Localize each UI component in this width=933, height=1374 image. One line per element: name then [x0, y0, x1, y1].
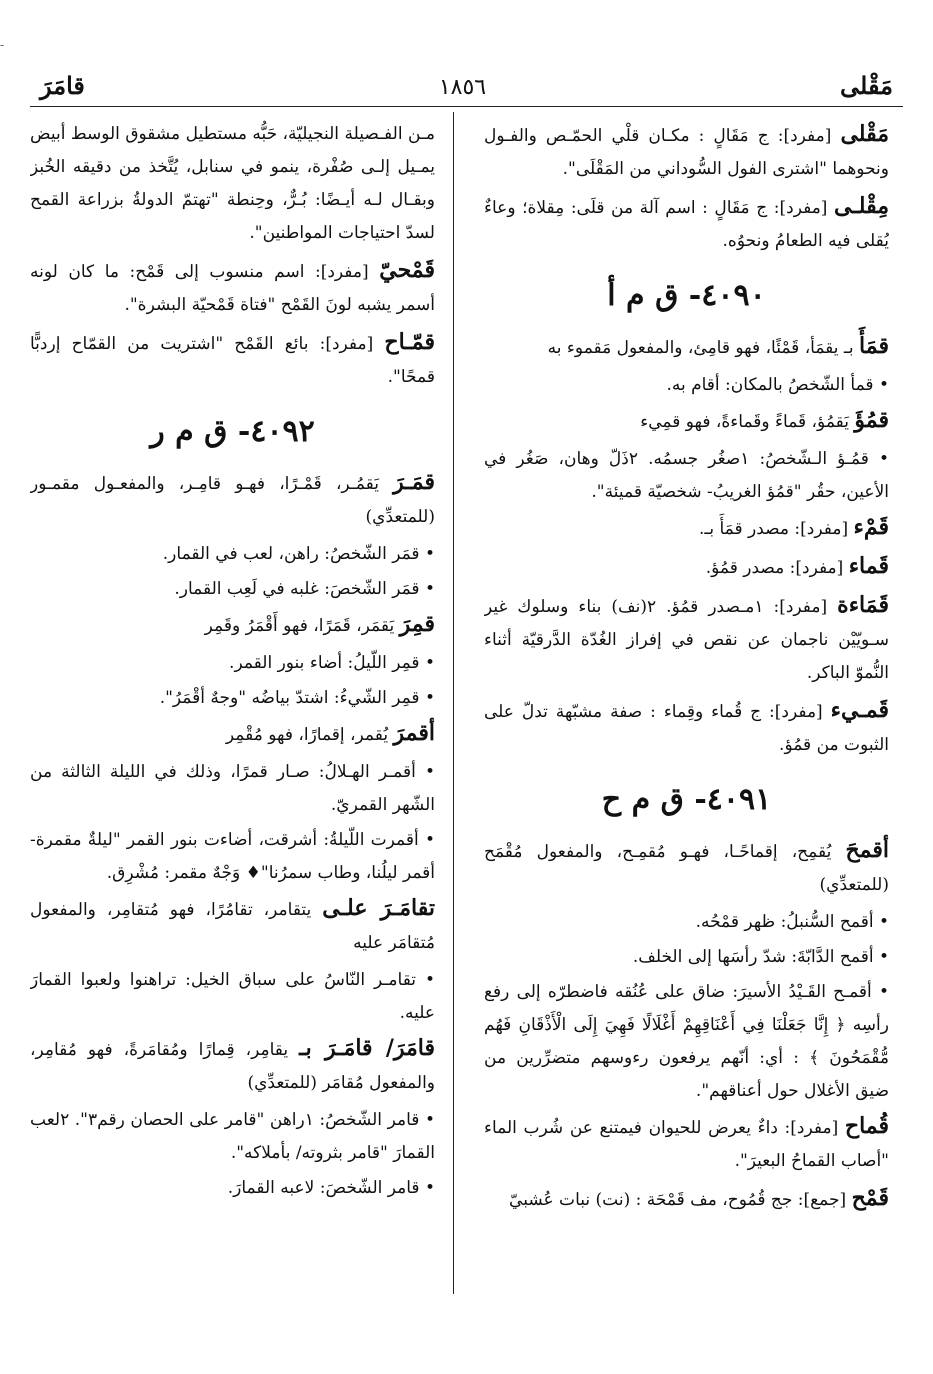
headword: قُماح	[844, 1113, 889, 1139]
dictionary-entry	[484, 118, 889, 186]
dictionary-entry	[484, 694, 889, 762]
sense-line: • قمِر الشّيءُ: اشتدّ بياضُه "وجهٌ أقْمَرُ".	[30, 682, 435, 715]
header-rule	[30, 106, 903, 107]
entry-definition: [مفرد]: داءٌ يعرض للحيوان فيمتنع عن شُرب الماء "أصاب القماحُ البعيرَ".	[484, 1118, 889, 1171]
root-heading: ٤٠٩١- ق م ح	[601, 782, 772, 817]
dictionary-entry	[30, 254, 435, 322]
right-column	[484, 118, 889, 1314]
dictionary-entry	[484, 190, 889, 258]
sense-line: • قمأ الشّخصُ بالمكان: أقام به.	[484, 369, 889, 402]
sense-line: • قمَر الشّخصَ: غلبه في لَعِب القمار.	[30, 573, 435, 606]
entry-definition: يتقامر، تقامُرًا، فهو مُتقامِر، والمفعول مُتقامَر عليه	[30, 900, 435, 953]
headword: تقامَـرَ علـى	[322, 895, 435, 921]
headword: مَقْلى	[840, 121, 889, 147]
dictionary-entry	[30, 717, 435, 752]
header-right-word: مَقْلى	[840, 71, 893, 100]
entry-definition: بـ يقمَأ، قَمْئًا، فهو قامِئ، والمفعول مَقموء به	[547, 338, 854, 358]
entry-definition: يُقمِح، إقماحًـا، فهـو مُقمِـح، والمفعول مُقْمَح (للمتعدِّي)	[484, 842, 889, 895]
root-heading: ٤٠٩٢- ق م ر	[150, 414, 315, 449]
entry-definition: يَقمُـر، قَمْـرًا، فهـو قامِـر، والمفعـول مقمـور (للمتعدِّي)	[30, 474, 435, 527]
headword: قَماء	[848, 553, 889, 579]
headword: قَمْحيّ	[379, 257, 435, 283]
entry-definition: [جمع]: جج قُمُوح، مف قَمْحَة : (نت) نبات عُشبيّ	[509, 1190, 847, 1210]
column-divider	[453, 112, 454, 1294]
dictionary-entry	[30, 466, 435, 534]
entry-definition: يَقمُؤ، قَماءً وقَماءةً، فهو قمِيء	[640, 412, 849, 432]
page-number: ١٨٥٦	[438, 75, 487, 100]
entry-definition: يُقمر، إقمارًا، فهو مُقْمِر	[225, 725, 389, 745]
entry-definition: [مفرد]: مصدر قمَأَ بـ.	[698, 519, 849, 539]
dictionary-entry	[30, 892, 435, 960]
entry-definition: [مفرد]: ج قُماء وقِماء : صفة مشبّهة تدلّ على الثبوت من قمُؤ.	[484, 702, 889, 755]
dictionary-entry	[484, 511, 889, 546]
headword: قَمـيء	[830, 697, 889, 723]
headword: قمَـرَ	[393, 469, 435, 495]
headword: قمّـاح	[384, 329, 435, 355]
entry-definition: [مفرد]: ١مـصدر قمُؤ. ٢(نف) بناء وسلوك غير سـويّيْن ناجمان عن نقص في إفراز الغُدّة الدَّرقيّة أثناء النُّموّ الباكر.	[484, 597, 889, 683]
sense-line: • أقمـر الهـلالُ: صـار قمرًا، وذلك في الليلة الثالثة من الشّهر القمريّ.	[30, 756, 435, 822]
dictionary-entry	[484, 589, 889, 690]
dictionary-entry	[30, 608, 435, 643]
headword: مِقْلـى	[834, 193, 889, 219]
entry-definition: يقامِر، قِمارًا ومُقامَرةً، فهو مُقامِر، والمفعول مُقامَر (للمتعدِّي)	[30, 1040, 435, 1093]
entry-definition: [مفرد]: ج مَقَالٍ : مكـان قلْي الحمّـص والفـول ونحوهما "اشترى الفول السُّوداني من المَقْلَى".	[484, 126, 889, 179]
dictionary-entry	[484, 834, 889, 902]
dictionary-entry	[484, 404, 889, 439]
headword: قمُؤَ	[854, 407, 889, 433]
entry-definition: [مفرد]: ج مَقَالٍ : اسم آلة من قلَى: مِقلاة؛ وعاءٌ يُقلى فيه الطعامُ ونحوُه.	[484, 198, 889, 251]
sense-line: • قمِر اللّيلُ: أضاء بنور القمر.	[30, 647, 435, 680]
sense-line: • أقمـح القَـيْدُ الأسيرَ: ضاق على عُنُقه فاضطرّه إلى رفع رأسِه ﴿ إِنَّا جَعَلْنَا فِي أَعْنَاقِهِمْ أَغْلَالًا فَهِيَ إِلَى الْأَذْقَانِ فَهُم مُّقْمَحُونَ ﴾ : أي: أنّهم يرفعون رءوسهم متضرِّرين من ضيق الأغلال حول أعناقهم".	[484, 976, 889, 1108]
entry-definition: [مفرد]: اسم منسوب إلى قَمْح: ما كان لونه أسمر يشبه لونَ القَمْح "فتاة قَمْحيّة البشرة".	[30, 262, 435, 315]
headword: أقمحَ	[845, 837, 889, 863]
entry-definition: [مفرد]: بائع القَمْح "اشتريت من القمّاح إردبًّا قمحًا".	[30, 334, 435, 387]
dictionary-entry	[484, 1110, 889, 1178]
entry-definition: يَقمَر، قَمَرًا، فهو أَقْمَرُ وقَمِر	[204, 616, 395, 636]
headword: قَمْح	[851, 1185, 889, 1211]
headword: قمَأَ	[859, 333, 889, 359]
headword: أقمرَ	[393, 720, 435, 746]
dictionary-entry	[30, 1032, 435, 1100]
sense-line: • أقمرت اللّيلةُ: أشرقت، أضاءت بنور القمر "ليلةٌ مقمرة- أقمر ليلُنا، وطاب سمرُنا"♦ وَجْهٌ مقمر: مُشْرِق.	[30, 824, 435, 890]
sense-line: • قمُـؤ الـشّخصُ: ١صغُر جسمُه. ٢ذَلّ وهان، صَغُر في الأعين، حقُر "قمُؤ الغريبُ- شخصيّة قميئة".	[484, 443, 889, 509]
dictionary-entry	[484, 550, 889, 585]
dictionary-entry	[484, 330, 889, 365]
sense-line: • تقامـر النّاسُ على سباق الخيل: تراهنوا ولعبوا القمارَ عليه.	[30, 964, 435, 1030]
sense-line: • قامر الشّخصُ: ١راهن "قامر على الحصان رقم٣". ٢لعب القمارَ "قامر بثروته/ بأملاكه".	[30, 1104, 435, 1170]
header-left-word: قامَرَ	[40, 71, 85, 100]
headword: قامَرَ/ قامَـرَ بـ	[299, 1035, 435, 1061]
dictionary-entry	[484, 1182, 889, 1217]
scan-mark: -	[0, 38, 5, 52]
sense-line: • أقمح السُّنبلُ: ظهر قمْحُه.	[484, 906, 889, 939]
entry-definition: [مفرد]: مصدر قمُؤ.	[705, 558, 844, 578]
continued-text: مـن الفـصيلة النجيليّة، حَبُّه مستطيل مشقوق الوسط أبيض يمـيل إلـى صُفْرة، ينمو في سنابل، يُتَّخذ من دقيقه الخُبز وبقـال لـه أيـضًا: بُـرٌّ، وحِنطة "تهتمّ الدولةُ بزراعة القمح لسدّ احتياجات المواطنين".	[30, 124, 435, 243]
headword: قَمْء	[853, 514, 889, 540]
headword: قمِرَ	[399, 611, 435, 637]
headword: قَمَاءة	[837, 592, 889, 618]
sense-line: • قامر الشّخصَ: لاعبه القمارَ.	[30, 1172, 435, 1205]
dictionary-entry	[30, 326, 435, 394]
sense-line: • قمَر الشّخصُ: راهن، لعب في القمار.	[30, 538, 435, 571]
root-heading: ٤٠٩٠- ق م أ	[607, 278, 766, 313]
sense-line: • أقمح الدَّابّةَ: شدّ رأسَها إلى الخلف.	[484, 941, 889, 974]
page-header	[40, 60, 893, 100]
left-column	[30, 118, 435, 1314]
